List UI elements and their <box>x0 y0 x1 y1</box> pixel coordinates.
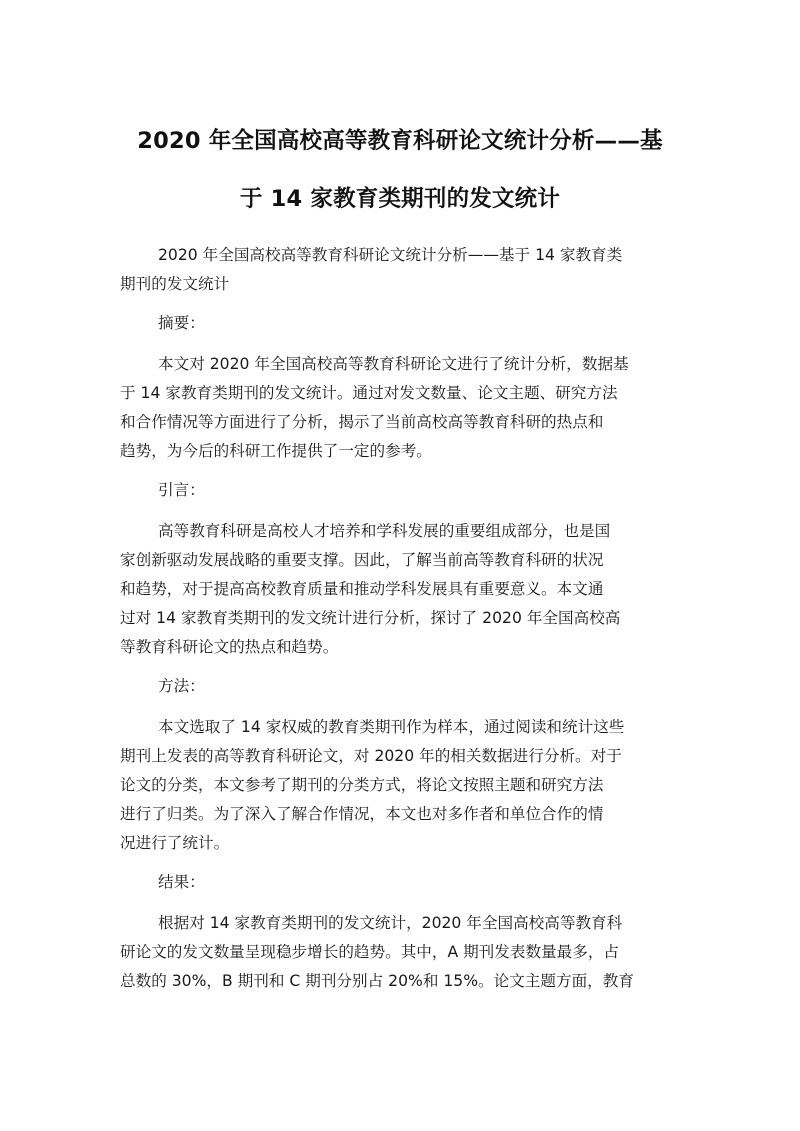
paragraph-line: 进行了归类。为了深入了解合作情况，本文也对多作者和单位合作的情 <box>120 805 604 823</box>
methods-heading <box>120 672 684 701</box>
introduction-heading <box>120 476 684 505</box>
results-heading <box>120 868 684 897</box>
paragraph-line: 期刊的发文统计 <box>120 275 230 293</box>
document-body <box>120 241 684 1006</box>
paragraph-line: 2020 年全国高校高等教育科研论文统计分析——基于 14 家教育类 <box>158 246 623 264</box>
paragraph-line: 趋势，为今后的科研工作提供了一定的参考。 <box>120 442 432 460</box>
paragraph-line: 于 14 家教育类期刊的发文统计。通过对发文数量、论文主题、研究方法 <box>120 384 618 402</box>
paragraph-line: 过对 14 家教育类期刊的发文统计进行分析，探讨了 2020 年全国高校高 <box>120 609 621 627</box>
paragraph-line: 总数的 30%，B 期刊和 C 期刊分别占 20%和 15%。论文主题方面，教育 <box>120 972 634 990</box>
paragraph-line: 本文选取了 14 家权威的教育类期刊作为样本，通过阅读和统计这些 <box>158 718 625 736</box>
introduction-paragraph <box>120 517 684 662</box>
paragraph-line: 论文的分类，本文参考了期刊的分类方式，将论文按照主题和研究方法 <box>120 776 604 794</box>
paragraph-line: 和趋势，对于提高高校教育质量和推动学科发展具有重要意义。本文通 <box>120 580 604 598</box>
document-title <box>100 112 700 228</box>
paragraph-line: 等教育科研论文的热点和趋势。 <box>120 638 339 656</box>
paragraph-line: 和合作情况等方面进行了分析，揭示了当前高校高等教育科研的热点和 <box>120 413 604 431</box>
heading-text: 结果： <box>158 873 205 891</box>
paragraph-line: 期刊上发表的高等教育科研论文，对 2020 年的相关数据进行分析。对于 <box>120 747 622 765</box>
methods-paragraph <box>120 713 684 858</box>
results-paragraph <box>120 909 684 996</box>
abstract-heading <box>120 309 684 338</box>
paragraph-line: 本文对 2020 年全国高校高等教育科研论文进行了统计分析，数据基 <box>158 355 629 373</box>
title-line: 于 14 家教育类期刊的发文统计 <box>239 186 561 212</box>
paragraph-line: 家创新驱动发展战略的重要支撑。因此，了解当前高等教育科研的状况 <box>120 551 604 569</box>
heading-text: 方法： <box>158 677 205 695</box>
title-line: 2020 年全国高校高等教育科研论文统计分析——基 <box>137 128 663 154</box>
heading-text: 摘要： <box>158 314 205 332</box>
abstract-paragraph <box>120 350 684 466</box>
heading-text: 引言： <box>158 481 205 499</box>
paragraph-line: 高等教育科研是高校人才培养和学科发展的重要组成部分，也是国 <box>158 522 611 540</box>
intro-title-paragraph <box>120 241 684 299</box>
paragraph-line: 研论文的发文数量呈现稳步增长的趋势。其中，A 期刊发表数量最多，占 <box>120 943 620 961</box>
paragraph-line: 根据对 14 家教育类期刊的发文统计，2020 年全国高校高等教育科 <box>158 914 623 932</box>
paragraph-line: 况进行了统计。 <box>120 834 230 852</box>
